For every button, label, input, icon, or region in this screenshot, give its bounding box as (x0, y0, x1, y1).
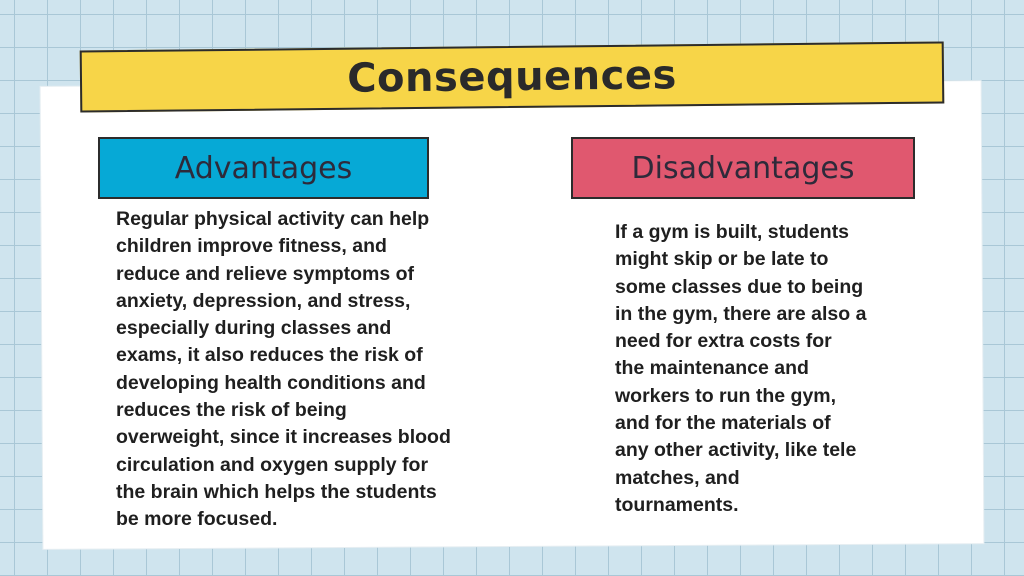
slide-title: Consequences (346, 52, 678, 102)
advantages-heading: Advantages (174, 150, 353, 186)
advantages-text: Regular physical activity can help children improve fitness, and reduce and relieve symptoms of anxiety, depression, and stress, especially during classes and exams, it also reduces the risk of developing health conditions and reduces the risk of being overweight, since it increases blood circulation and oxygen supply for the brain which helps the students be more focused. (116, 208, 451, 531)
disadvantages-header (571, 137, 915, 199)
title-banner (80, 41, 945, 112)
advantages-header (98, 137, 429, 199)
disadvantages-text: If a gym is built, students might skip or be late to some classes due to being in the gym, there are also a need for extra costs for the maintenance and workers to run the gym, and for the materials of any other activity, like tele matches, and tournaments. (615, 221, 867, 516)
disadvantages-heading: Disadvantages (631, 150, 855, 186)
